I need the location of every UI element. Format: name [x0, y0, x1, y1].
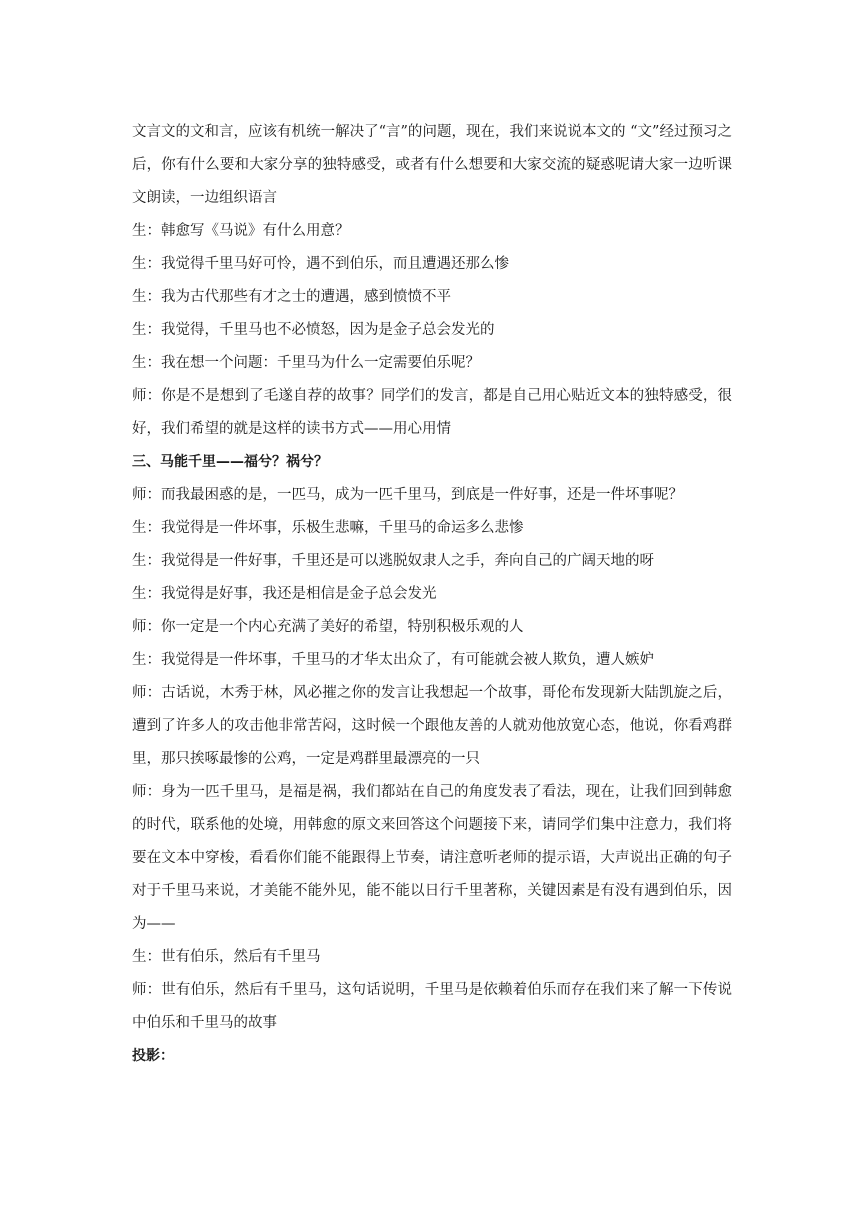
section-heading: 三、马能千里——福兮？祸兮？: [132, 454, 328, 470]
paragraph-teacher-maosui: 师：你是不是想到了毛遂自荐的故事？同学们的发言，都是自己用心贴近文本的独特感受，很好，我们希望的就是这样的读书方式——用心用情: [132, 388, 732, 437]
paragraph-student-bad-1: 生：我觉得是一件坏事，乐极生悲嘛，千里马的命运多么悲惨: [132, 520, 524, 536]
paragraph-student-why: 生：我在想一个问题：千里马为什么一定需要伯乐呢？: [132, 355, 480, 371]
paragraph-student-good-1: 生：我觉得是一件好事，千里还是可以逃脱奴隶人之手，奔向自己的广阔天地的呀: [132, 553, 654, 569]
paragraph-student-good-2: 生：我觉得是好事，我还是相信是金子总会发光: [132, 586, 437, 602]
paragraph-teacher-optimist: 师：你一定是一个内心充满了美好的希望，特别积极乐观的人: [132, 619, 524, 635]
paragraph-teacher-hanyu: 师：身为一匹千里马，是福是祸，我们都站在自己的角度发表了看法，现在，让我们回到韩愈的时代，联系他的处境，用韩愈的原文来回答这个问题接下来，请同学们集中注意力，我们将要在文本中穿梭，看看你们能不能跟得上节奏，请注意听老师的提示语，大声说出正确的句子对于千里马来说，才美能不能外见，能不能以日行千里著称，关键因素是有没有遇到伯乐，因为——: [132, 784, 732, 932]
paragraph-teacher-confused: 师：而我最困惑的是，一匹马，成为一匹千里马，到底是一件好事，还是一件坏事呢？: [132, 487, 683, 503]
paragraph-teacher-columbus: 师：古话说，木秀于林，风必摧之你的发言让我想起一个故事，哥伦布发现新大陆凯旋之后，遭到了许多人的攻击他非常苦闷，这时候一个跟他友善的人就劝他放宽心态，他说，你看鸡群里，那只挨啄最惨的公鸡，一定是鸡群里最漂亮的一只: [132, 685, 732, 767]
paragraph-student-question: 生：韩愈写《马说》有什么用意？: [132, 223, 350, 239]
paragraph-student-gold: 生：我觉得，千里马也不必愤怒，因为是金子总会发光的: [132, 322, 495, 338]
document-page: [132, 116, 732, 1073]
paragraph-teacher-story: 师：世有伯乐，然后有千里马，这句话说明，千里马是依赖着伯乐而存在我们来了解一下传说中伯乐和千里马的故事: [132, 982, 732, 1031]
paragraph-intro: 文言文的文和言，应该有机统一解决了“言”的问题，现在，我们来说说本文的 “文”经过预习之后，你有什么要和大家分享的独特感受，或者有什么想要和大家交流的疑惑呢请大家一边听课文朗读，一边组织语言: [132, 124, 732, 206]
projection-label: 投影：: [132, 1048, 174, 1064]
paragraph-student-bad-2: 生：我觉得是一件坏事，千里马的才华太出众了，有可能就会被人欺负，遭人嫉妒: [132, 652, 654, 668]
paragraph-student-indignant: 生：我为古代那些有才之士的遭遇，感到愤愤不平: [132, 289, 451, 305]
paragraph-student-pity: 生：我觉得千里马好可怜，遇不到伯乐，而且遭遇还那么惨: [132, 256, 509, 272]
paragraph-student-bole: 生：世有伯乐，然后有千里马: [132, 949, 321, 965]
